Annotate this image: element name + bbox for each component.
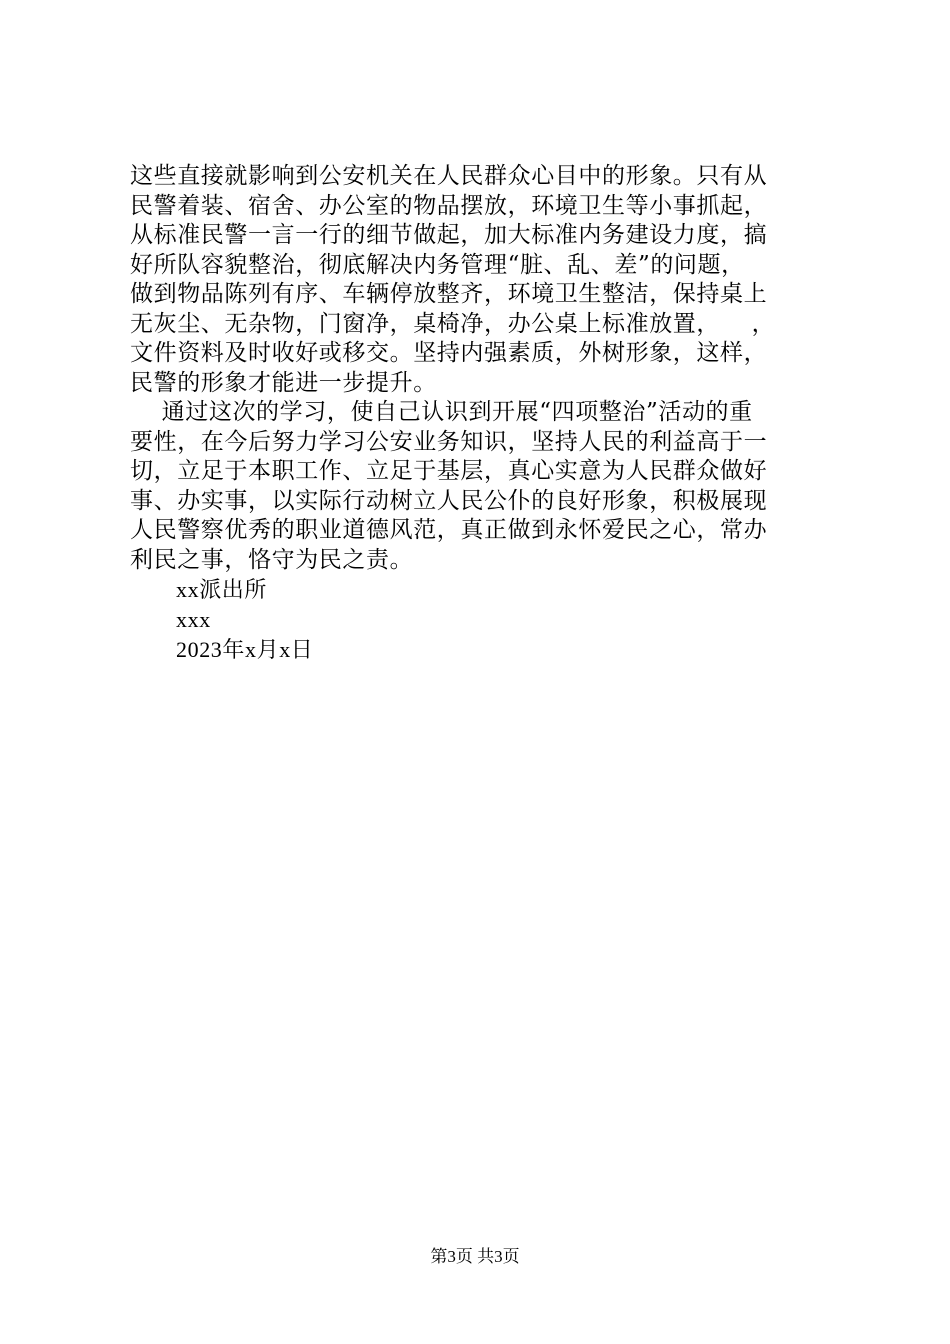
text-line: 事、办实事，以实际行动树立人民公仆的良好形象，积极展现: [130, 487, 768, 514]
text-line: 民警着装、宿舍、办公室的物品摆放，环境卫生等小事抓起，: [130, 192, 768, 219]
text-line: 这些直接就影响到公安机关在人民群众心目中的形象。只有从: [130, 163, 768, 189]
text-line: 利民之事，恪守为民之责。: [130, 546, 414, 573]
signature-date: 2023年x月x日: [176, 637, 314, 662]
text-line: 切，立足于本职工作、立足于基层，真心实意为人民群众做好: [130, 458, 768, 484]
signature-name: xxx: [176, 607, 211, 632]
page-footer: 第3页 共3页: [430, 1247, 520, 1266]
text-line: 从标准民警一言一行的细节做起，加大标准内务建设力度，搞: [130, 222, 768, 248]
signature-organization: xx派出所: [176, 577, 268, 602]
text-line: 文件资料及时收好或移交。坚持内强素质，外树形象，这样，: [130, 340, 768, 366]
text-line: 做到物品陈列有序、车辆停放整齐，环境卫生整洁，保持桌上: [130, 281, 768, 307]
document-body: [130, 162, 830, 665]
text-line: 通过这次的学习，使自己认识到开展“四项整治”活动的重: [130, 399, 753, 425]
text-line: 民警的形象才能进一步提升。: [130, 369, 437, 396]
text-line: 好所队容貌整治，彻底解决内务管理“脏、乱、差”的问题，: [130, 251, 745, 278]
text-line: 人民警察优秀的职业道德风范，真正做到永怀爱民之心，常办: [130, 517, 768, 543]
text-line: 要性，在今后努力学习公安业务知识，坚持人民的利益高于一: [130, 428, 768, 455]
text-line: 无灰尘、无杂物，门窗净，桌椅净，办公桌上标准放置， ，: [130, 310, 776, 337]
